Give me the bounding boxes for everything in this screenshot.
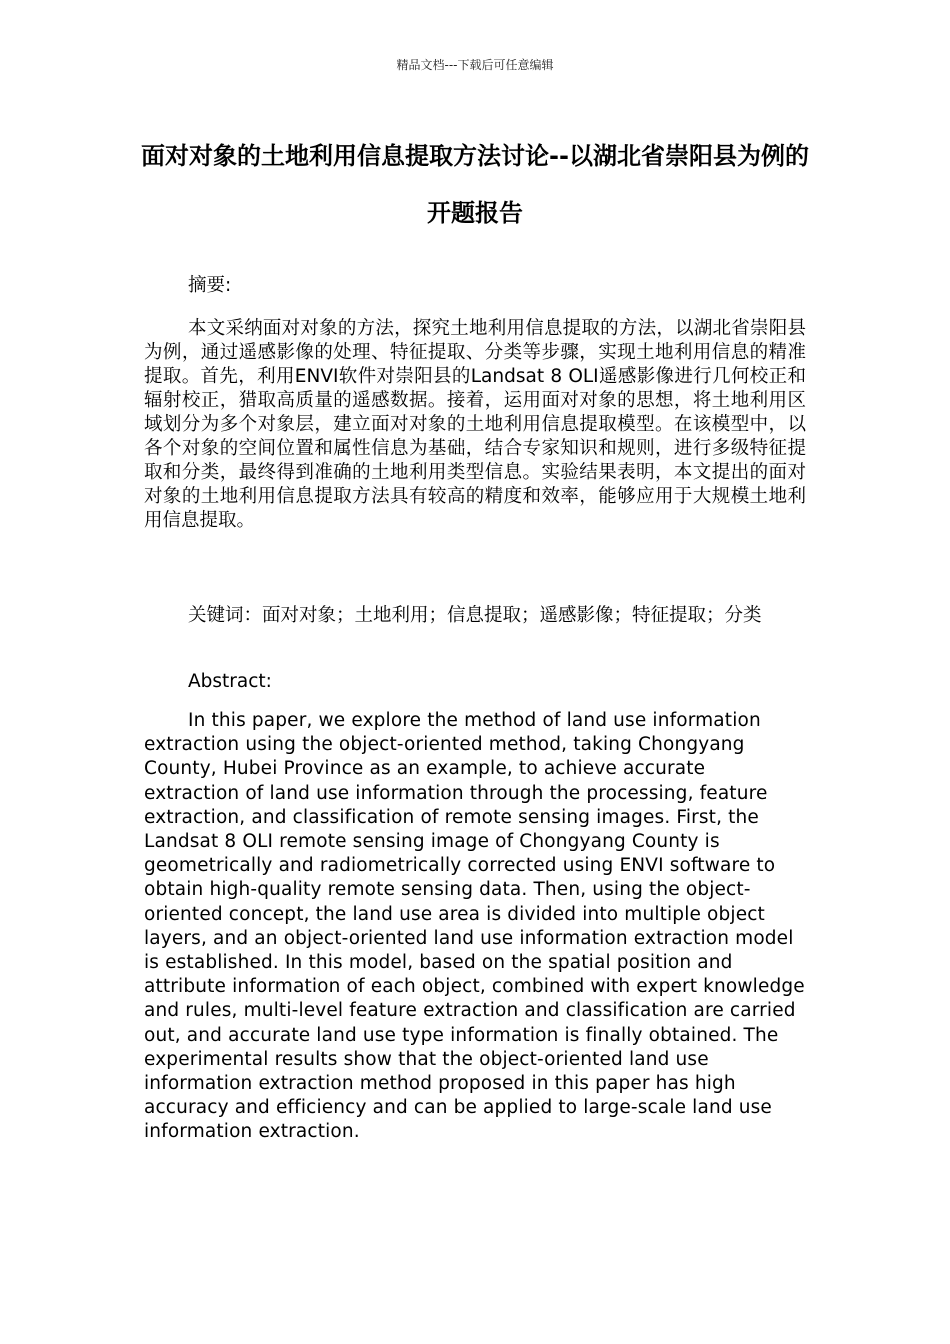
keywords-line: 关键词：面对对象；土地利用；信息提取；遥感影像；特征提取；分类	[188, 605, 762, 626]
page-header: 精品文档---下载后可任意编辑	[396, 58, 554, 72]
summary-paragraph: 本文采纳面对对象的方法，探究土地利用信息提取的方法，以湖北省崇阳县为例，通过遥感影像的处理、特征提取、分类等步骤，实现土地利用信息的精准提取。首先，利用ENVI软件对崇阳县的Landsat 8 OLI遥感影像进行几何校正和辐射校正，猎取高质量的遥感数据。接着，运用面对对象的思想，将土地利用区域划分为多个对象层，建立面对对象的土地利用信息提取模型。在该模型中，以各个对象的空间位置和属性信息为基础，结合专家知识和规则，进行多级特征提取和分类，最终得到准确的土地利用类型信息。实验结果表明，本文提出的面对对象的土地利用信息提取方法具有较高的精度和效率，能够应用于大规模土地利用信息提取。	[144, 318, 806, 531]
summary-heading: 摘要:	[188, 275, 232, 296]
abstract-paragraph: In this paper, we explore the method of land use information extraction using the object-oriented method, taking Chongyang County, Hubei Province as an example, to achieve accurate extraction of land use information through the processing, feature extraction, and classification of remote sensing images. First, the Landsat 8 OLI remote sensing image of Chongyang County is geometrically and radiometrically corrected using ENVI software to obtain high-quality remote sensing data. Then, using the object-oriented concept, the land use area is divided into multiple object layers, and an object-oriented land use information extraction model is established. In this model, based on the spatial position and attribute information of each object, combined with expert knowledge and rules, multi-level feature extraction and classification are carried out, and accurate land use type information is finally obtained. The experimental results show that the object-oriented land use information extraction method proposed in this paper has high accuracy and efficiency and can be applied to large-scale land use information extraction.	[144, 710, 805, 1143]
abstract-heading: Abstract:	[188, 671, 272, 692]
document-title: 面对对象的土地利用信息提取方法讨论--以湖北省崇阳县为例的开题报告	[141, 142, 809, 227]
